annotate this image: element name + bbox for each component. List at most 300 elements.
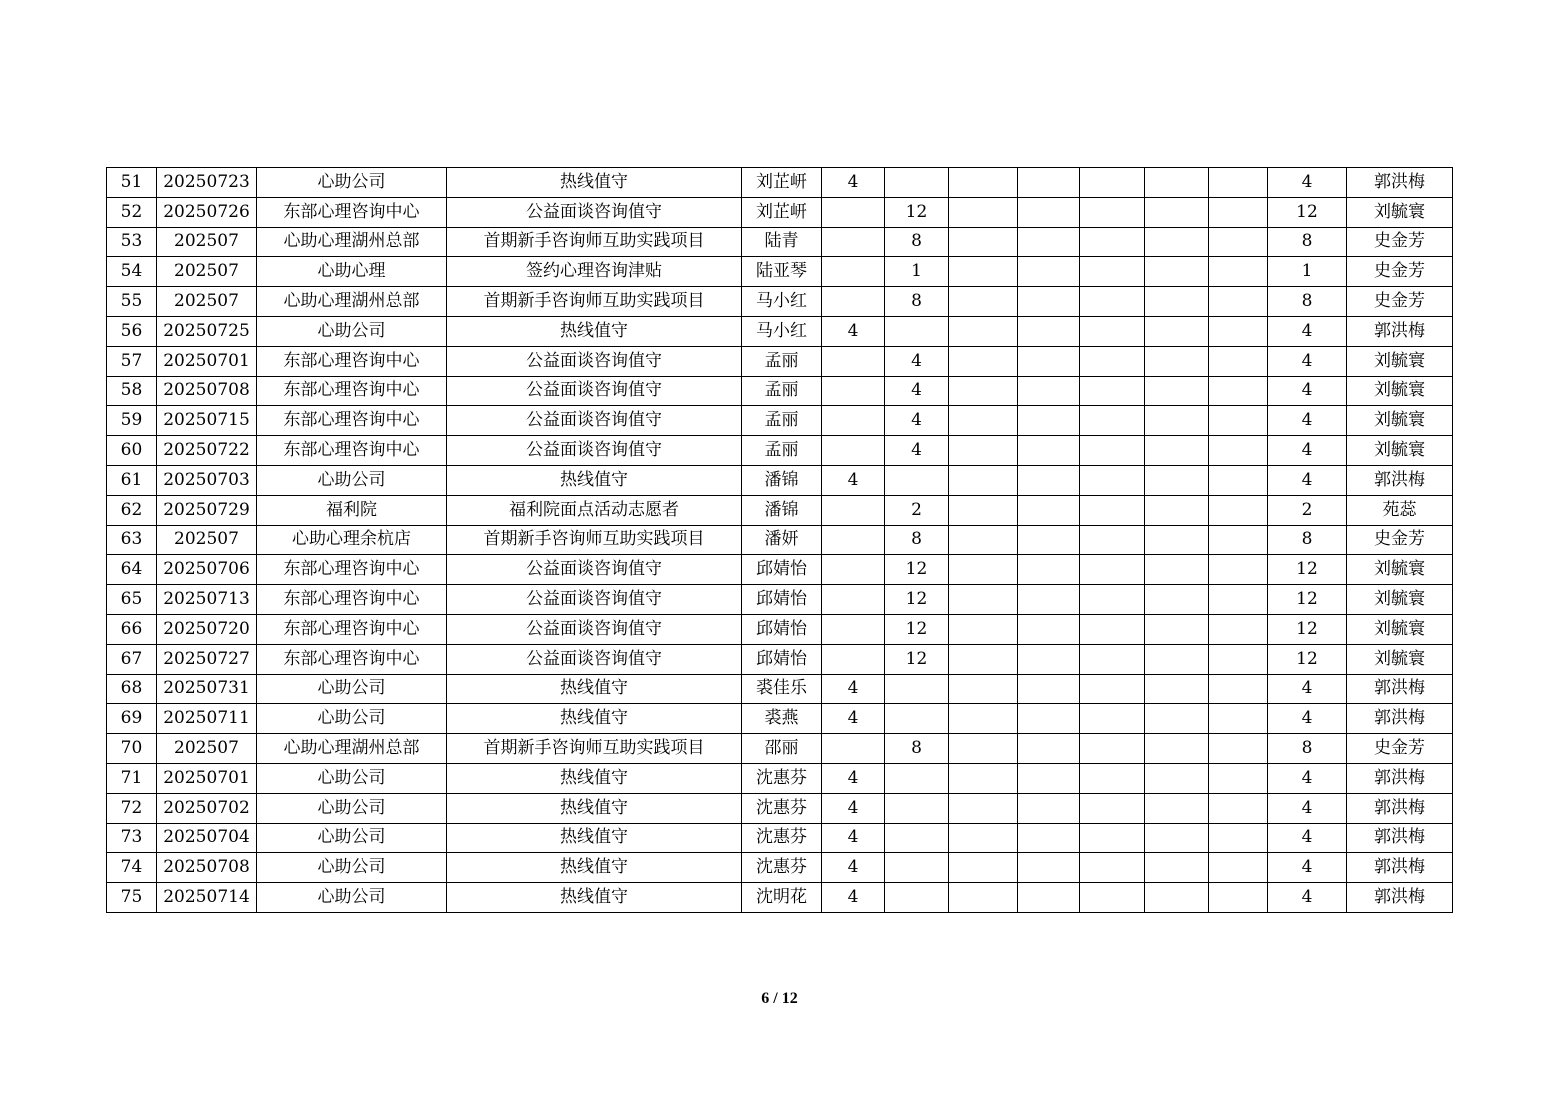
cell-hours-col-1 — [822, 197, 885, 227]
cell-hours-col-4 — [1018, 495, 1080, 525]
cell-contact: 刘毓寰 — [1347, 197, 1453, 227]
cell-hours-col-2: 12 — [885, 555, 949, 585]
cell-hours-col-6 — [1145, 376, 1209, 406]
cell-hours-col-2 — [885, 316, 949, 346]
cell-hours-col-7 — [1209, 257, 1268, 287]
cell-organization: 心助心理 — [257, 257, 447, 287]
cell-hours-col-4 — [1018, 614, 1080, 644]
cell-activity: 公益面谈咨询值守 — [447, 644, 742, 674]
cell-activity: 热线值守 — [447, 763, 742, 793]
cell-contact: 史金芳 — [1347, 257, 1453, 287]
cell-contact: 郭洪梅 — [1347, 316, 1453, 346]
cell-hours-col-7 — [1209, 525, 1268, 555]
cell-hours-col-7 — [1209, 495, 1268, 525]
cell-contact: 郭洪梅 — [1347, 674, 1453, 704]
cell-volunteer-name: 邱婧怡 — [742, 585, 822, 615]
cell-row-number: 66 — [107, 614, 157, 644]
cell-date: 20250701 — [157, 763, 257, 793]
cell-row-number: 60 — [107, 436, 157, 466]
cell-hours-col-4 — [1018, 644, 1080, 674]
cell-row-number: 67 — [107, 644, 157, 674]
cell-total-hours: 8 — [1268, 734, 1347, 764]
cell-volunteer-name: 刘芷岍 — [742, 168, 822, 198]
cell-activity: 首期新手咨询师互助实践项目 — [447, 734, 742, 764]
cell-organization: 福利院 — [257, 495, 447, 525]
cell-contact: 刘毓寰 — [1347, 644, 1453, 674]
cell-hours-col-2: 4 — [885, 406, 949, 436]
cell-hours-col-1 — [822, 257, 885, 287]
cell-hours-col-5 — [1080, 168, 1145, 198]
cell-organization: 心助公司 — [257, 823, 447, 853]
cell-hours-col-5 — [1080, 257, 1145, 287]
cell-total-hours: 4 — [1268, 704, 1347, 734]
cell-activity: 公益面谈咨询值守 — [447, 436, 742, 466]
cell-date: 20250714 — [157, 883, 257, 913]
cell-hours-col-5 — [1080, 704, 1145, 734]
cell-activity: 热线值守 — [447, 823, 742, 853]
cell-volunteer-name: 沈明花 — [742, 883, 822, 913]
cell-organization: 心助公司 — [257, 168, 447, 198]
cell-total-hours: 4 — [1268, 316, 1347, 346]
cell-hours-col-4 — [1018, 168, 1080, 198]
cell-total-hours: 4 — [1268, 793, 1347, 823]
cell-hours-col-2: 4 — [885, 346, 949, 376]
cell-hours-col-1 — [822, 734, 885, 764]
cell-hours-col-2: 4 — [885, 436, 949, 466]
cell-hours-col-6 — [1145, 168, 1209, 198]
cell-hours-col-4 — [1018, 525, 1080, 555]
cell-row-number: 64 — [107, 555, 157, 585]
cell-total-hours: 4 — [1268, 763, 1347, 793]
cell-hours-col-2 — [885, 763, 949, 793]
cell-activity: 热线值守 — [447, 853, 742, 883]
cell-row-number: 54 — [107, 257, 157, 287]
cell-contact: 苑蕊 — [1347, 495, 1453, 525]
cell-date: 20250727 — [157, 644, 257, 674]
cell-activity: 热线值守 — [447, 674, 742, 704]
cell-date: 20250706 — [157, 555, 257, 585]
table-row — [107, 704, 1453, 734]
cell-hours-col-1: 4 — [822, 853, 885, 883]
cell-total-hours: 4 — [1268, 376, 1347, 406]
cell-total-hours: 4 — [1268, 168, 1347, 198]
cell-hours-col-2 — [885, 823, 949, 853]
cell-volunteer-name: 陆亚琴 — [742, 257, 822, 287]
cell-hours-col-5 — [1080, 346, 1145, 376]
cell-hours-col-6 — [1145, 197, 1209, 227]
cell-date: 202507 — [157, 227, 257, 257]
cell-activity: 首期新手咨询师互助实践项目 — [447, 227, 742, 257]
cell-total-hours: 12 — [1268, 644, 1347, 674]
cell-organization: 心助心理湖州总部 — [257, 734, 447, 764]
cell-hours-col-5 — [1080, 734, 1145, 764]
cell-hours-col-2: 12 — [885, 585, 949, 615]
cell-hours-col-4 — [1018, 674, 1080, 704]
cell-volunteer-name: 邱婧怡 — [742, 614, 822, 644]
cell-contact: 刘毓寰 — [1347, 555, 1453, 585]
cell-hours-col-4 — [1018, 316, 1080, 346]
cell-hours-col-5 — [1080, 614, 1145, 644]
cell-activity: 热线值守 — [447, 316, 742, 346]
cell-volunteer-name: 邵丽 — [742, 734, 822, 764]
cell-organization: 东部心理咨询中心 — [257, 197, 447, 227]
cell-organization: 心助公司 — [257, 704, 447, 734]
cell-hours-col-3 — [949, 793, 1018, 823]
cell-date: 202507 — [157, 525, 257, 555]
cell-hours-col-5 — [1080, 525, 1145, 555]
cell-organization: 心助公司 — [257, 793, 447, 823]
table-row — [107, 257, 1453, 287]
cell-volunteer-name: 刘芷岍 — [742, 197, 822, 227]
cell-hours-col-4 — [1018, 465, 1080, 495]
cell-hours-col-2: 12 — [885, 197, 949, 227]
cell-organization: 心助公司 — [257, 763, 447, 793]
cell-hours-col-3 — [949, 257, 1018, 287]
cell-hours-col-3 — [949, 883, 1018, 913]
cell-hours-col-1 — [822, 406, 885, 436]
table-row — [107, 346, 1453, 376]
cell-row-number: 73 — [107, 823, 157, 853]
cell-contact: 郭洪梅 — [1347, 883, 1453, 913]
cell-hours-col-3 — [949, 704, 1018, 734]
cell-hours-col-2: 12 — [885, 644, 949, 674]
cell-row-number: 59 — [107, 406, 157, 436]
cell-hours-col-5 — [1080, 853, 1145, 883]
cell-hours-col-3 — [949, 465, 1018, 495]
cell-hours-col-4 — [1018, 257, 1080, 287]
cell-activity: 首期新手咨询师互助实践项目 — [447, 525, 742, 555]
cell-total-hours: 4 — [1268, 823, 1347, 853]
cell-hours-col-3 — [949, 644, 1018, 674]
cell-contact: 刘毓寰 — [1347, 376, 1453, 406]
cell-hours-col-7 — [1209, 197, 1268, 227]
cell-hours-col-6 — [1145, 525, 1209, 555]
cell-hours-col-6 — [1145, 793, 1209, 823]
cell-contact: 郭洪梅 — [1347, 823, 1453, 853]
table-row — [107, 763, 1453, 793]
cell-organization: 东部心理咨询中心 — [257, 555, 447, 585]
cell-volunteer-name: 陆青 — [742, 227, 822, 257]
cell-total-hours: 4 — [1268, 346, 1347, 376]
cell-date: 20250703 — [157, 465, 257, 495]
cell-hours-col-3 — [949, 197, 1018, 227]
cell-row-number: 55 — [107, 287, 157, 317]
cell-date: 20250726 — [157, 197, 257, 227]
cell-contact: 郭洪梅 — [1347, 793, 1453, 823]
cell-hours-col-4 — [1018, 346, 1080, 376]
cell-hours-col-2: 1 — [885, 257, 949, 287]
cell-hours-col-6 — [1145, 227, 1209, 257]
cell-row-number: 69 — [107, 704, 157, 734]
cell-hours-col-6 — [1145, 614, 1209, 644]
cell-hours-col-7 — [1209, 883, 1268, 913]
cell-hours-col-4 — [1018, 436, 1080, 466]
cell-hours-col-7 — [1209, 585, 1268, 615]
table-row — [107, 823, 1453, 853]
cell-hours-col-1 — [822, 346, 885, 376]
cell-hours-col-5 — [1080, 406, 1145, 436]
cell-hours-col-6 — [1145, 674, 1209, 704]
cell-row-number: 68 — [107, 674, 157, 704]
cell-hours-col-7 — [1209, 644, 1268, 674]
cell-row-number: 61 — [107, 465, 157, 495]
cell-organization: 心助公司 — [257, 674, 447, 704]
table-row — [107, 287, 1453, 317]
cell-hours-col-6 — [1145, 316, 1209, 346]
table-body — [107, 168, 1453, 913]
cell-row-number: 56 — [107, 316, 157, 346]
cell-hours-col-5 — [1080, 585, 1145, 615]
cell-total-hours: 4 — [1268, 436, 1347, 466]
cell-hours-col-5 — [1080, 495, 1145, 525]
cell-hours-col-1: 4 — [822, 316, 885, 346]
cell-activity: 公益面谈咨询值守 — [447, 346, 742, 376]
cell-hours-col-5 — [1080, 436, 1145, 466]
cell-total-hours: 12 — [1268, 555, 1347, 585]
table-row — [107, 793, 1453, 823]
cell-hours-col-2 — [885, 793, 949, 823]
cell-hours-col-3 — [949, 763, 1018, 793]
cell-hours-col-3 — [949, 406, 1018, 436]
cell-activity: 公益面谈咨询值守 — [447, 585, 742, 615]
table-row — [107, 316, 1453, 346]
cell-volunteer-name: 沈惠芬 — [742, 853, 822, 883]
cell-volunteer-name: 潘锦 — [742, 465, 822, 495]
cell-organization: 东部心理咨询中心 — [257, 644, 447, 674]
cell-date: 20250722 — [157, 436, 257, 466]
cell-hours-col-1 — [822, 436, 885, 466]
cell-hours-col-6 — [1145, 555, 1209, 585]
cell-hours-col-2: 12 — [885, 614, 949, 644]
cell-hours-col-1 — [822, 376, 885, 406]
cell-hours-col-4 — [1018, 287, 1080, 317]
cell-hours-col-7 — [1209, 734, 1268, 764]
volunteer-hours-table — [106, 167, 1453, 913]
cell-volunteer-name: 潘妍 — [742, 525, 822, 555]
cell-hours-col-5 — [1080, 555, 1145, 585]
cell-organization: 东部心理咨询中心 — [257, 614, 447, 644]
cell-date: 202507 — [157, 287, 257, 317]
cell-hours-col-6 — [1145, 853, 1209, 883]
cell-hours-col-5 — [1080, 465, 1145, 495]
cell-hours-col-7 — [1209, 227, 1268, 257]
cell-hours-col-2: 8 — [885, 287, 949, 317]
cell-row-number: 52 — [107, 197, 157, 227]
table-row — [107, 376, 1453, 406]
cell-hours-col-5 — [1080, 227, 1145, 257]
cell-hours-col-4 — [1018, 883, 1080, 913]
cell-organization: 东部心理咨询中心 — [257, 346, 447, 376]
cell-total-hours: 12 — [1268, 585, 1347, 615]
cell-contact: 史金芳 — [1347, 227, 1453, 257]
cell-total-hours: 4 — [1268, 465, 1347, 495]
cell-activity: 热线值守 — [447, 883, 742, 913]
cell-activity: 公益面谈咨询值守 — [447, 376, 742, 406]
table-row — [107, 227, 1453, 257]
cell-total-hours: 8 — [1268, 287, 1347, 317]
cell-hours-col-7 — [1209, 614, 1268, 644]
cell-row-number: 75 — [107, 883, 157, 913]
cell-hours-col-3 — [949, 227, 1018, 257]
cell-organization: 心助公司 — [257, 853, 447, 883]
cell-organization: 东部心理咨询中心 — [257, 585, 447, 615]
cell-hours-col-4 — [1018, 376, 1080, 406]
cell-volunteer-name: 裘燕 — [742, 704, 822, 734]
cell-contact: 刘毓寰 — [1347, 346, 1453, 376]
cell-organization: 心助公司 — [257, 465, 447, 495]
cell-total-hours: 12 — [1268, 614, 1347, 644]
cell-total-hours: 12 — [1268, 197, 1347, 227]
cell-hours-col-2: 4 — [885, 376, 949, 406]
cell-organization: 心助心理湖州总部 — [257, 227, 447, 257]
cell-row-number: 63 — [107, 525, 157, 555]
table-row — [107, 614, 1453, 644]
cell-hours-col-3 — [949, 674, 1018, 704]
cell-date: 20250711 — [157, 704, 257, 734]
table-row — [107, 853, 1453, 883]
cell-hours-col-6 — [1145, 436, 1209, 466]
cell-contact: 刘毓寰 — [1347, 585, 1453, 615]
cell-hours-col-4 — [1018, 853, 1080, 883]
cell-hours-col-7 — [1209, 346, 1268, 376]
cell-hours-col-6 — [1145, 287, 1209, 317]
cell-volunteer-name: 沈惠芬 — [742, 823, 822, 853]
cell-hours-col-4 — [1018, 227, 1080, 257]
cell-hours-col-6 — [1145, 823, 1209, 853]
cell-hours-col-1 — [822, 585, 885, 615]
cell-hours-col-7 — [1209, 853, 1268, 883]
cell-hours-col-7 — [1209, 704, 1268, 734]
cell-hours-col-7 — [1209, 406, 1268, 436]
cell-hours-col-7 — [1209, 823, 1268, 853]
table-row — [107, 585, 1453, 615]
cell-organization: 心助公司 — [257, 316, 447, 346]
cell-hours-col-2: 8 — [885, 734, 949, 764]
cell-hours-col-4 — [1018, 763, 1080, 793]
cell-activity: 福利院面点活动志愿者 — [447, 495, 742, 525]
cell-hours-col-3 — [949, 555, 1018, 585]
cell-row-number: 71 — [107, 763, 157, 793]
cell-activity: 公益面谈咨询值守 — [447, 555, 742, 585]
cell-hours-col-5 — [1080, 644, 1145, 674]
cell-contact: 郭洪梅 — [1347, 168, 1453, 198]
cell-organization: 心助心理湖州总部 — [257, 287, 447, 317]
cell-contact: 郭洪梅 — [1347, 763, 1453, 793]
cell-volunteer-name: 裘佳乐 — [742, 674, 822, 704]
cell-contact: 郭洪梅 — [1347, 465, 1453, 495]
cell-hours-col-7 — [1209, 555, 1268, 585]
cell-date: 20250701 — [157, 346, 257, 376]
cell-hours-col-1: 4 — [822, 823, 885, 853]
cell-total-hours: 4 — [1268, 853, 1347, 883]
cell-contact: 刘毓寰 — [1347, 406, 1453, 436]
cell-row-number: 74 — [107, 853, 157, 883]
cell-activity: 首期新手咨询师互助实践项目 — [447, 287, 742, 317]
cell-hours-col-7 — [1209, 763, 1268, 793]
cell-hours-col-1 — [822, 227, 885, 257]
cell-hours-col-6 — [1145, 465, 1209, 495]
cell-hours-col-3 — [949, 316, 1018, 346]
cell-activity: 热线值守 — [447, 793, 742, 823]
cell-total-hours: 1 — [1268, 257, 1347, 287]
cell-hours-col-3 — [949, 376, 1018, 406]
cell-volunteer-name: 孟丽 — [742, 346, 822, 376]
cell-activity: 公益面谈咨询值守 — [447, 406, 742, 436]
cell-hours-col-5 — [1080, 287, 1145, 317]
cell-hours-col-1: 4 — [822, 168, 885, 198]
cell-hours-col-6 — [1145, 346, 1209, 376]
cell-hours-col-5 — [1080, 883, 1145, 913]
cell-hours-col-1 — [822, 495, 885, 525]
cell-hours-col-4 — [1018, 704, 1080, 734]
cell-activity: 热线值守 — [447, 465, 742, 495]
cell-hours-col-2 — [885, 853, 949, 883]
cell-hours-col-6 — [1145, 763, 1209, 793]
cell-hours-col-3 — [949, 823, 1018, 853]
cell-hours-col-3 — [949, 614, 1018, 644]
cell-row-number: 57 — [107, 346, 157, 376]
cell-hours-col-6 — [1145, 495, 1209, 525]
cell-hours-col-1 — [822, 287, 885, 317]
cell-date: 20250713 — [157, 585, 257, 615]
cell-hours-col-1 — [822, 644, 885, 674]
cell-hours-col-4 — [1018, 197, 1080, 227]
cell-hours-col-6 — [1145, 704, 1209, 734]
cell-hours-col-1: 4 — [822, 465, 885, 495]
cell-hours-col-4 — [1018, 585, 1080, 615]
cell-hours-col-7 — [1209, 436, 1268, 466]
cell-volunteer-name: 沈惠芬 — [742, 793, 822, 823]
table-row — [107, 555, 1453, 585]
cell-hours-col-7 — [1209, 168, 1268, 198]
cell-organization: 心助心理余杭店 — [257, 525, 447, 555]
cell-hours-col-5 — [1080, 763, 1145, 793]
cell-date: 20250704 — [157, 823, 257, 853]
cell-hours-col-4 — [1018, 734, 1080, 764]
table-row — [107, 168, 1453, 198]
cell-hours-col-1: 4 — [822, 704, 885, 734]
cell-hours-col-1: 4 — [822, 793, 885, 823]
cell-row-number: 58 — [107, 376, 157, 406]
cell-hours-col-7 — [1209, 287, 1268, 317]
cell-hours-col-1: 4 — [822, 763, 885, 793]
cell-hours-col-7 — [1209, 793, 1268, 823]
cell-hours-col-3 — [949, 168, 1018, 198]
cell-row-number: 65 — [107, 585, 157, 615]
cell-contact: 刘毓寰 — [1347, 614, 1453, 644]
cell-row-number: 51 — [107, 168, 157, 198]
cell-organization: 东部心理咨询中心 — [257, 376, 447, 406]
cell-volunteer-name: 马小红 — [742, 287, 822, 317]
cell-row-number: 53 — [107, 227, 157, 257]
cell-row-number: 70 — [107, 734, 157, 764]
cell-contact: 史金芳 — [1347, 287, 1453, 317]
cell-contact: 刘毓寰 — [1347, 436, 1453, 466]
cell-volunteer-name: 孟丽 — [742, 406, 822, 436]
cell-organization: 东部心理咨询中心 — [257, 406, 447, 436]
table-row — [107, 525, 1453, 555]
cell-volunteer-name: 潘锦 — [742, 495, 822, 525]
cell-hours-col-2 — [885, 674, 949, 704]
cell-hours-col-4 — [1018, 823, 1080, 853]
cell-total-hours: 4 — [1268, 674, 1347, 704]
cell-hours-col-1 — [822, 614, 885, 644]
cell-date: 20250708 — [157, 853, 257, 883]
cell-contact: 郭洪梅 — [1347, 853, 1453, 883]
table-row — [107, 734, 1453, 764]
cell-date: 20250729 — [157, 495, 257, 525]
cell-row-number: 62 — [107, 495, 157, 525]
